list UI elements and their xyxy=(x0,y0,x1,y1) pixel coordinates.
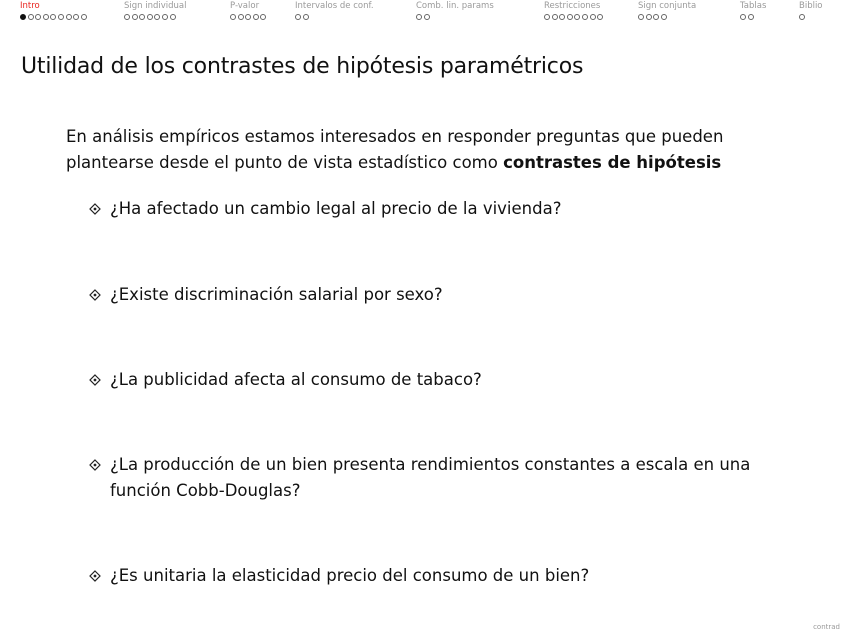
nav-dot[interactable] xyxy=(740,14,746,20)
footer-label: contrad xyxy=(813,623,840,631)
nav-label[interactable]: P-valor xyxy=(230,1,260,11)
nav-dot[interactable] xyxy=(661,14,667,20)
nav-dot[interactable] xyxy=(162,14,168,20)
nav-dot[interactable] xyxy=(66,14,72,20)
nav-section-sign-individual[interactable] xyxy=(124,1,187,20)
diamond-bullet-icon xyxy=(88,202,102,216)
nav-dot[interactable] xyxy=(50,14,56,20)
nav-label[interactable]: Tablas xyxy=(740,1,767,11)
nav-dot[interactable] xyxy=(139,14,145,20)
nav-section-intervalos[interactable] xyxy=(295,1,374,20)
diamond-bullet-icon xyxy=(88,569,102,583)
nav-section-restricciones[interactable] xyxy=(544,1,605,20)
intro-bold-text: contrastes de hipótesis xyxy=(503,153,722,172)
nav-section-tablas[interactable] xyxy=(740,1,766,20)
nav-dots xyxy=(740,14,766,20)
nav-dot[interactable] xyxy=(43,14,49,20)
nav-dot[interactable] xyxy=(424,14,430,20)
nav-dots xyxy=(295,14,374,20)
nav-dot[interactable] xyxy=(799,14,805,20)
nav-label[interactable]: Biblio xyxy=(799,1,823,11)
nav-dot[interactable] xyxy=(574,14,580,20)
nav-dot[interactable] xyxy=(567,14,573,20)
nav-dot[interactable] xyxy=(295,14,301,20)
list-item xyxy=(88,452,778,504)
nav-dot[interactable] xyxy=(170,14,176,20)
nav-dot[interactable] xyxy=(303,14,309,20)
intro-paragraph xyxy=(66,124,786,176)
nav-dots xyxy=(230,14,268,20)
nav-dot[interactable] xyxy=(597,14,603,20)
nav-dot[interactable] xyxy=(230,14,236,20)
nav-section-biblio[interactable] xyxy=(799,1,823,20)
list-item xyxy=(88,282,778,308)
diamond-bullet-icon xyxy=(88,458,102,472)
nav-dot[interactable] xyxy=(58,14,64,20)
nav-dot[interactable] xyxy=(73,14,79,20)
list-item xyxy=(88,196,778,222)
bullet-text: ¿La publicidad afecta al consumo de tabaco? xyxy=(110,370,482,389)
nav-dot[interactable] xyxy=(748,14,754,20)
nav-dot[interactable] xyxy=(544,14,550,20)
intro-text: En análisis empíricos estamos interesados en responder preguntas que pueden plantearse desde el punto de vista estadístico como xyxy=(66,127,724,172)
nav-dot[interactable] xyxy=(28,14,34,20)
nav-dot[interactable] xyxy=(416,14,422,20)
nav-dot[interactable] xyxy=(154,14,160,20)
nav-dot[interactable] xyxy=(582,14,588,20)
nav-dot[interactable] xyxy=(238,14,244,20)
list-item xyxy=(88,367,778,393)
bullet-text: ¿La producción de un bien presenta rendimientos constantes a escala en una función Cobb-Douglas? xyxy=(110,455,751,500)
nav-label[interactable]: Intervalos de conf. xyxy=(295,1,374,11)
bullet-text: ¿Es unitaria la elasticidad precio del consumo de un bien? xyxy=(110,566,590,585)
nav-dot[interactable] xyxy=(260,14,266,20)
nav-dot[interactable] xyxy=(20,14,26,20)
nav-dot[interactable] xyxy=(124,14,130,20)
nav-dot[interactable] xyxy=(35,14,41,20)
nav-dot[interactable] xyxy=(559,14,565,20)
nav-dots xyxy=(416,14,494,20)
nav-dot[interactable] xyxy=(245,14,251,20)
nav-dot[interactable] xyxy=(552,14,558,20)
nav-label[interactable]: Comb. lin. params xyxy=(416,1,494,11)
diamond-bullet-icon xyxy=(88,373,102,387)
diamond-bullet-icon xyxy=(88,288,102,302)
slide-title: Utilidad de los contrastes de hipótesis paramétricos xyxy=(21,54,584,79)
nav-dot[interactable] xyxy=(590,14,596,20)
nav-dot[interactable] xyxy=(81,14,87,20)
nav-dots xyxy=(20,14,88,20)
bullet-text: ¿Existe discriminación salarial por sexo? xyxy=(110,285,443,304)
list-item xyxy=(88,563,778,589)
nav-label[interactable]: Sign conjunta xyxy=(638,1,697,11)
nav-label[interactable]: Sign individual xyxy=(124,1,187,11)
navigation-bar xyxy=(0,0,848,32)
nav-dot[interactable] xyxy=(147,14,153,20)
nav-dots xyxy=(544,14,605,20)
nav-label[interactable]: Intro xyxy=(20,1,40,11)
nav-section-p-valor[interactable] xyxy=(230,1,268,20)
nav-dot[interactable] xyxy=(253,14,259,20)
bullet-text: ¿Ha afectado un cambio legal al precio de la vivienda? xyxy=(110,199,562,218)
nav-dot[interactable] xyxy=(653,14,659,20)
nav-section-comb-lin[interactable] xyxy=(416,1,494,20)
nav-dot[interactable] xyxy=(132,14,138,20)
nav-dot[interactable] xyxy=(646,14,652,20)
nav-dots xyxy=(799,14,823,20)
nav-dots xyxy=(638,14,696,20)
nav-section-intro[interactable] xyxy=(20,1,88,20)
nav-section-sign-conjunta[interactable] xyxy=(638,1,696,20)
nav-label[interactable]: Restricciones xyxy=(544,1,601,11)
nav-dot[interactable] xyxy=(638,14,644,20)
nav-dots xyxy=(124,14,187,20)
